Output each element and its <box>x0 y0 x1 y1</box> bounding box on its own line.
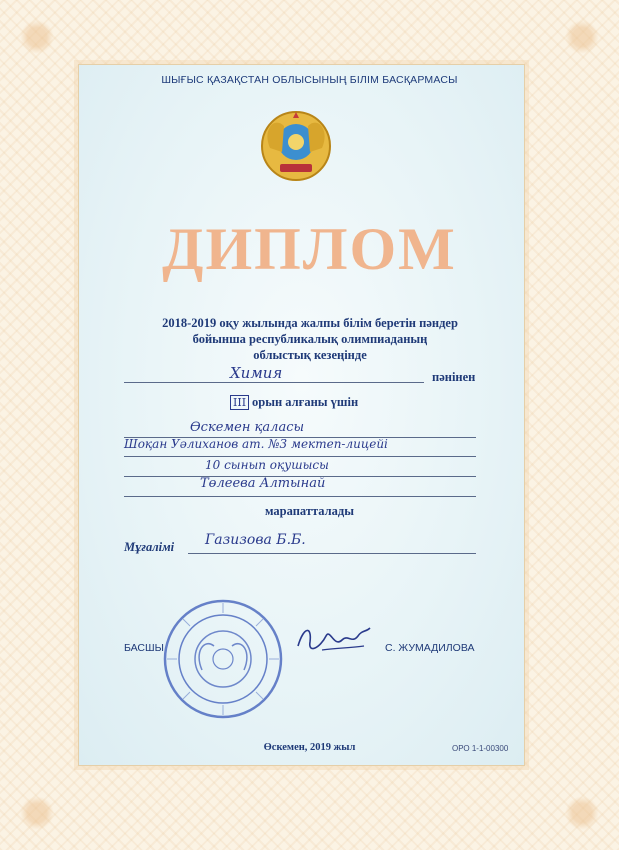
corner-ornament <box>20 20 54 54</box>
issuer-header: ШЫҒЫС ҚАЗАҚСТАН ОБЛЫСЫНЫҢ БІЛІМ БАСҚАРМАСЫ <box>161 74 458 86</box>
subject-label: пәнінен <box>432 370 476 384</box>
subtitle-line: 2018-2019 оқу жылында жалпы білім беретін пәндер <box>162 316 458 330</box>
director-label: БАСШЫ <box>124 642 164 654</box>
student-underline <box>124 456 476 457</box>
place-handwritten: III <box>230 395 249 410</box>
student-line: Өскемен қаласы <box>190 420 305 435</box>
official-stamp-icon <box>162 598 284 720</box>
subtitle-line: облыстық кезеңінде <box>253 348 367 362</box>
student-line: Төлеева Алтынай <box>200 476 326 491</box>
teacher-underline <box>188 553 476 554</box>
awarded-label: марапатталады <box>265 504 354 518</box>
corner-ornament <box>565 796 599 830</box>
teacher-label: Мұғалімі <box>124 540 175 554</box>
student-line: 10 сынып оқушысы <box>205 458 329 472</box>
subtitle-line: бойынша республикалық олимпиаданың <box>192 332 428 346</box>
director-name: С. ЖУМАДИЛОВА <box>385 642 475 654</box>
city-year: Өскемен, 2019 жыл <box>263 742 356 753</box>
student-underline <box>124 496 476 497</box>
state-emblem-icon <box>258 108 334 184</box>
subject-underline <box>124 382 424 383</box>
student-line: Шоқан Уәлиханов ат. №3 мектеп-лицейі <box>124 437 388 451</box>
corner-ornament <box>20 796 54 830</box>
form-code: ОРО 1-1-00300 <box>452 744 509 753</box>
document-title: ДИПЛОМ <box>162 216 457 282</box>
corner-ornament <box>565 20 599 54</box>
place-label: орын алғаны үшін <box>252 395 359 409</box>
director-signature-icon <box>292 618 374 660</box>
subject-handwritten: Химия <box>230 364 283 382</box>
teacher-handwritten: Газизова Б.Б. <box>205 532 306 548</box>
